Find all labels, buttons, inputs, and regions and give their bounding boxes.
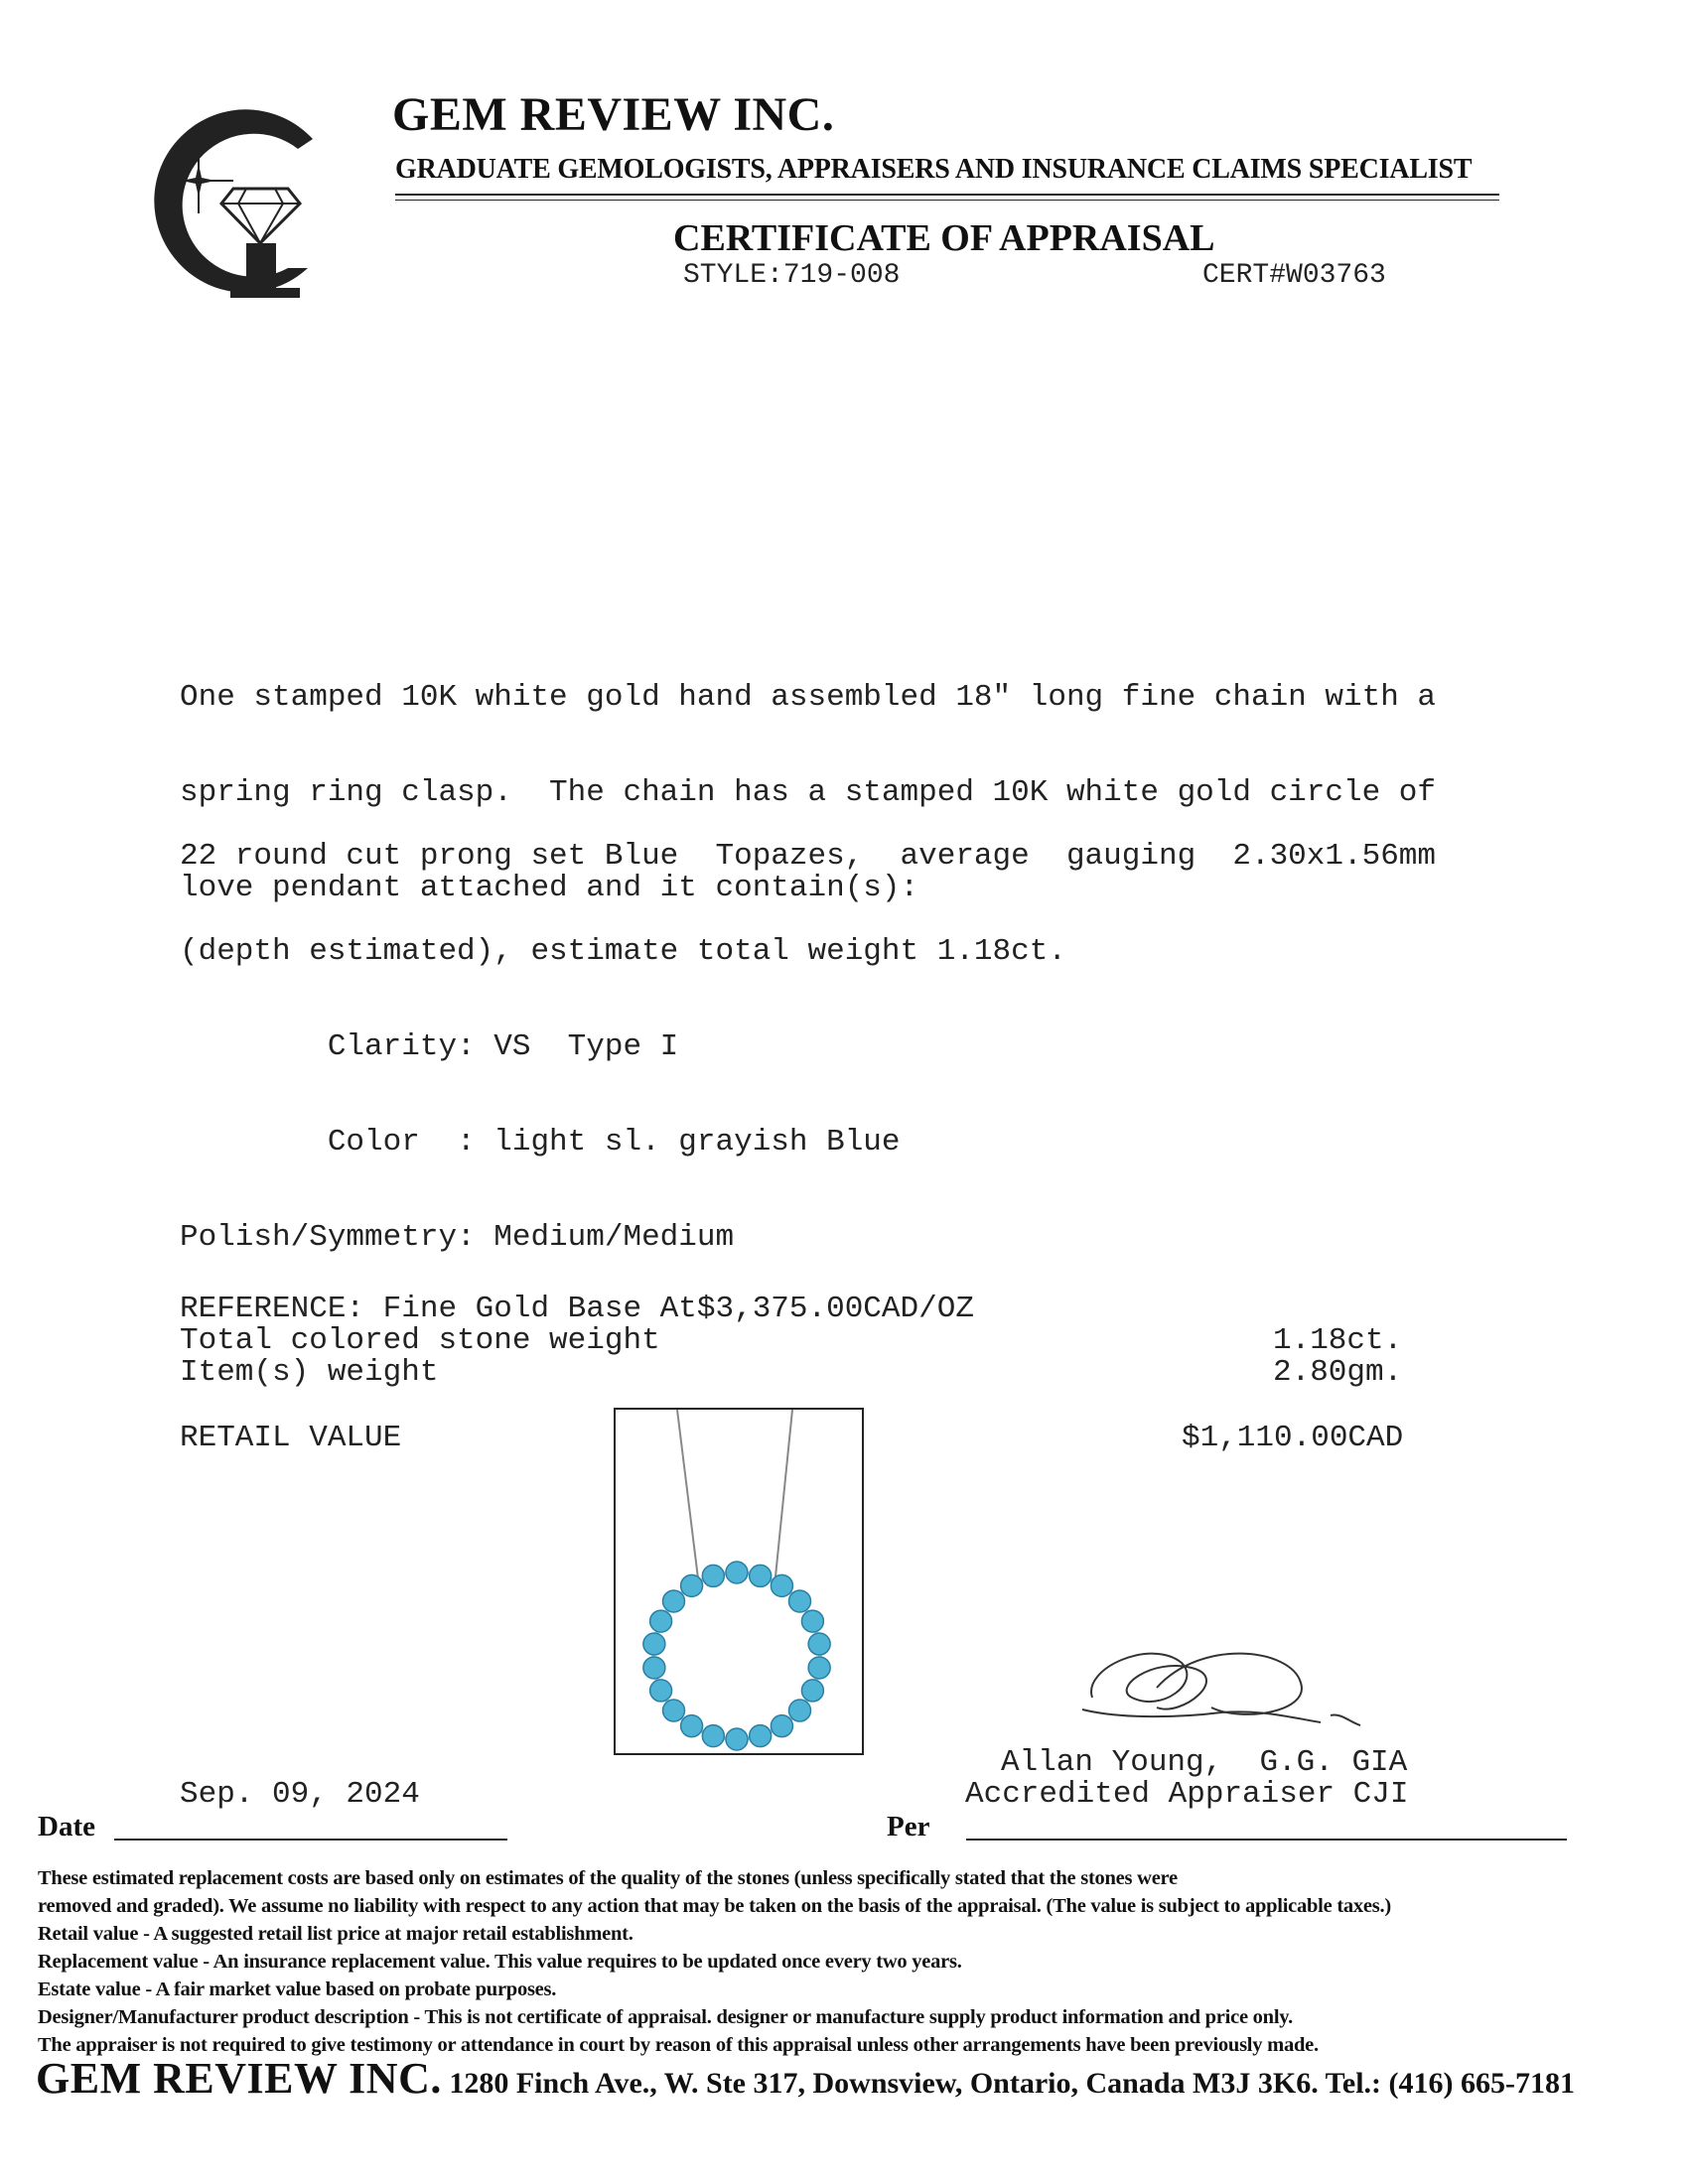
- topaz-stone: [750, 1565, 772, 1586]
- item-weight-value: 2.80gm.: [1273, 1355, 1403, 1390]
- header-rule: [395, 200, 1499, 201]
- company-name: GEM REVIEW INC.: [392, 88, 835, 141]
- disclaimer: [38, 1864, 1666, 2059]
- footer-company-name: GEM REVIEW INC.: [36, 2054, 442, 2103]
- topaz-stone: [650, 1680, 672, 1702]
- pendant-photo: [614, 1408, 864, 1755]
- topaz-stone: [808, 1633, 830, 1655]
- description-line: spring ring clasp. The chain has a stamped 10K white gold circle of: [180, 775, 1437, 810]
- certificate-title: CERTIFICATE OF APPRAISAL: [673, 217, 1215, 259]
- stone-weight-value: 1.18ct.: [1273, 1323, 1403, 1358]
- footer-address: 1280 Finch Ave., W. Ste 317, Downsview, Ontario, Canada M3J 3K6. Tel.: (416) 665-7181: [441, 2067, 1576, 2100]
- style-number: STYLE:719-008: [683, 260, 901, 291]
- topaz-stone: [643, 1633, 665, 1655]
- footer: [36, 2053, 1575, 2104]
- item-weight-label: Item(s) weight: [180, 1355, 439, 1390]
- topaz-stone: [650, 1610, 672, 1632]
- company-tagline: GRADUATE GEMOLOGISTS, APPRAISERS AND INSURANCE CLAIMS SPECIALIST: [395, 154, 1473, 185]
- polish-symmetry-line: Polish/Symmetry: Medium/Medium: [180, 1220, 735, 1255]
- disclaimer-line: These estimated replacement costs are based only on estimates of the quality of the stones (unless specifically stated that the stones were: [38, 1867, 1178, 1889]
- retail-value-label: RETAIL VALUE: [180, 1421, 402, 1455]
- appraiser-name: Allan Young, G.G. GIA: [1001, 1745, 1408, 1780]
- disclaimer-line: Retail value - A suggested retail list price at major retail establishment.: [38, 1923, 633, 1945]
- per-signature-line: [966, 1839, 1567, 1841]
- disclaimer-line: Estate value - A fair market value based on probate purposes.: [38, 1979, 557, 2000]
- topaz-stone: [788, 1700, 810, 1721]
- topaz-stones: [643, 1562, 830, 1750]
- appraiser-credential: Accredited Appraiser CJI: [965, 1777, 1409, 1812]
- company-logo: [139, 94, 338, 303]
- disclaimer-line: removed and graded). We assume no liability with respect to any action that may be taken on the basis of the appraisal. (The value is subject to applicable taxes.): [38, 1895, 1391, 1917]
- date-signature-line: [114, 1839, 507, 1841]
- topaz-stone: [643, 1657, 665, 1679]
- topaz-stone: [788, 1590, 810, 1612]
- topaz-stone: [681, 1574, 703, 1596]
- appraisal-date: Sep. 09, 2024: [180, 1777, 420, 1812]
- disclaimer-line: Replacement value - An insurance replacement value. This value requires to be updated once every two years.: [38, 1951, 962, 1973]
- topaz-stone: [808, 1657, 830, 1679]
- retail-value: $1,110.00CAD: [1182, 1421, 1404, 1455]
- topaz-stone: [681, 1715, 703, 1737]
- appraiser-signature: [1062, 1628, 1380, 1747]
- stone-line: 22 round cut prong set Blue Topazes, average gauging 2.30x1.56mm: [180, 839, 1437, 874]
- cert-number: CERT#W03763: [1202, 260, 1386, 291]
- stone-details: [180, 777, 1436, 1286]
- topaz-stone: [801, 1610, 823, 1632]
- color-line: Color : light sl. grayish Blue: [180, 1125, 901, 1160]
- topaz-stone: [726, 1562, 748, 1583]
- topaz-stone: [663, 1700, 685, 1721]
- reference-line: REFERENCE: Fine Gold Base At$3,375.00CAD/OZ: [180, 1292, 974, 1326]
- topaz-stone: [801, 1680, 823, 1702]
- stone-weight-label: Total colored stone weight: [180, 1323, 660, 1358]
- header-rule: [395, 194, 1499, 196]
- stone-line: (depth estimated), estimate total weight 1.18ct.: [180, 934, 1066, 969]
- topaz-stone: [771, 1574, 792, 1596]
- disclaimer-line: Designer/Manufacturer product description - This is not certificate of appraisal. designer or manufacture supply product information and price only.: [38, 2006, 1294, 2028]
- clarity-line: Clarity: VS Type I: [180, 1029, 679, 1064]
- topaz-stone: [750, 1725, 772, 1747]
- per-label: Per: [887, 1811, 930, 1843]
- topaz-stone: [702, 1725, 724, 1747]
- description-line: One stamped 10K white gold hand assembled 18" long fine chain with a: [180, 680, 1437, 715]
- topaz-stone: [702, 1565, 724, 1586]
- topaz-stone: [726, 1728, 748, 1750]
- topaz-stone: [771, 1715, 792, 1737]
- date-label: Date: [38, 1811, 95, 1843]
- diamond-icon: [221, 189, 300, 243]
- topaz-stone: [663, 1590, 685, 1612]
- description-line: love pendant attached and it contain(s):: [180, 871, 919, 905]
- disclaimer-line: The appraiser is not required to give testimony or attendance in court by reason of this appraisal unless other arrangements have been previously made.: [38, 2034, 1319, 2056]
